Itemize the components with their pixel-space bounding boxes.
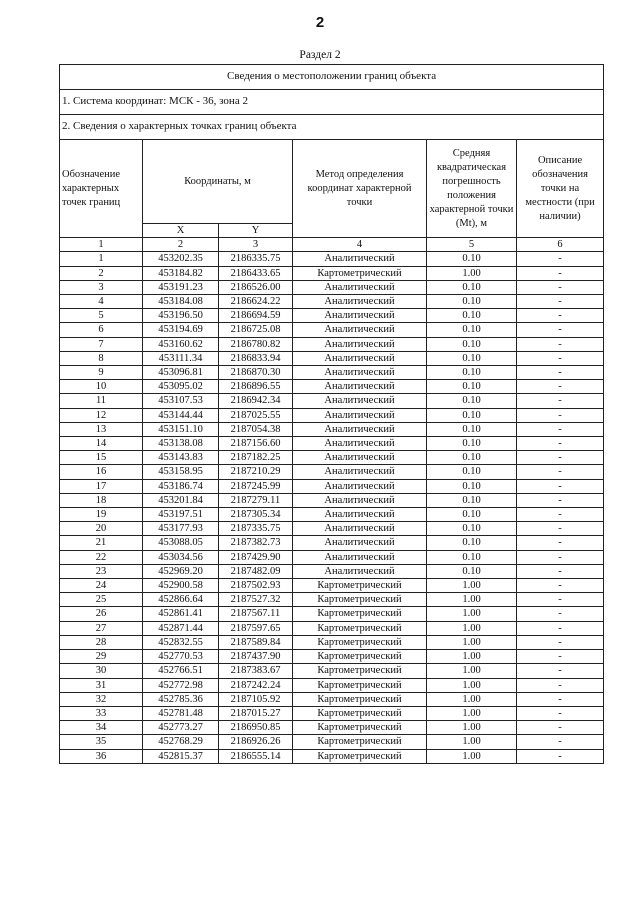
cell-method: Аналитический [293,522,427,536]
table-row [60,650,604,664]
cell-description: - [517,749,604,763]
cell-method: Аналитический [293,479,427,493]
table-row [60,437,604,451]
cell-method: Картометрический [293,579,427,593]
cell-point-number: 32 [60,692,143,706]
cell-description: - [517,579,604,593]
cell-y: 2187502.93 [219,579,293,593]
table-row [60,422,604,436]
cell-y: 2186526.00 [219,280,293,294]
cell-error: 0.10 [427,451,517,465]
cell-y: 2186870.30 [219,366,293,380]
cell-y: 2186950.85 [219,721,293,735]
cell-method: Аналитический [293,295,427,309]
cell-method: Картометрический [293,607,427,621]
cell-error: 1.00 [427,593,517,607]
table-row [60,678,604,692]
cell-point-number: 35 [60,735,143,749]
cell-description: - [517,522,604,536]
cell-x: 453177.93 [143,522,219,536]
cell-description: - [517,635,604,649]
cell-error: 0.10 [427,280,517,294]
column-number: 3 [219,238,293,252]
table-row [60,366,604,380]
cell-error: 1.00 [427,692,517,706]
column-number: 4 [293,238,427,252]
cell-description: - [517,650,604,664]
cell-description: - [517,323,604,337]
cell-x: 453158.95 [143,465,219,479]
column-number: 6 [517,238,604,252]
header-error: Средняя квадратическая погрешность положения характерной точки (Mt), м [427,140,517,238]
cell-method: Аналитический [293,564,427,578]
cell-y: 2186433.65 [219,266,293,280]
cell-x: 453184.82 [143,266,219,280]
cell-x: 452900.58 [143,579,219,593]
cell-x: 453111.34 [143,351,219,365]
cell-description: - [517,550,604,564]
cell-error: 1.00 [427,749,517,763]
table-row [60,508,604,522]
header-x: X [143,224,219,238]
cell-description: - [517,266,604,280]
cell-error: 0.10 [427,295,517,309]
cell-method: Картометрический [293,735,427,749]
table-row [60,252,604,266]
cell-description: - [517,706,604,720]
cell-error: 0.10 [427,408,517,422]
cell-error: 1.00 [427,579,517,593]
cell-point-number: 9 [60,366,143,380]
column-number: 2 [143,238,219,252]
cell-description: - [517,337,604,351]
cell-x: 452785.36 [143,692,219,706]
table-row [60,635,604,649]
table-row [60,493,604,507]
table-row [60,579,604,593]
cell-method: Аналитический [293,366,427,380]
cell-y: 2187482.09 [219,564,293,578]
cell-y: 2186555.14 [219,749,293,763]
cell-x: 453202.35 [143,252,219,266]
cell-method: Картометрический [293,635,427,649]
cell-description: - [517,465,604,479]
cell-method: Аналитический [293,280,427,294]
cell-error: 0.10 [427,536,517,550]
cell-y: 2187279.11 [219,493,293,507]
cell-method: Картометрический [293,678,427,692]
cell-y: 2186926.26 [219,735,293,749]
cell-y: 2187105.92 [219,692,293,706]
cell-method: Аналитический [293,323,427,337]
table-row [60,465,604,479]
cell-x: 453144.44 [143,408,219,422]
cell-error: 0.10 [427,465,517,479]
cell-point-number: 11 [60,394,143,408]
header-method: Метод определения координат характерной точки [293,140,427,238]
table-row [60,266,604,280]
column-number: 1 [60,238,143,252]
cell-y: 2186780.82 [219,337,293,351]
cell-x: 452871.44 [143,621,219,635]
section-title: Раздел 2 [299,49,341,61]
cell-point-number: 24 [60,579,143,593]
cell-y: 2186896.55 [219,380,293,394]
cell-error: 0.10 [427,394,517,408]
cell-point-number: 31 [60,678,143,692]
cell-y: 2187527.32 [219,593,293,607]
cell-error: 0.10 [427,309,517,323]
cell-error: 1.00 [427,607,517,621]
header-coordinates: Координаты, м [143,140,293,224]
cell-x: 453095.02 [143,380,219,394]
cell-method: Картометрический [293,721,427,735]
cell-y: 2187335.75 [219,522,293,536]
cell-description: - [517,437,604,451]
cell-point-number: 3 [60,280,143,294]
cell-error: 0.10 [427,479,517,493]
cell-point-number: 4 [60,295,143,309]
cell-method: Картометрический [293,706,427,720]
table-row [60,323,604,337]
column-number: 5 [427,238,517,252]
cell-description: - [517,678,604,692]
cell-description: - [517,451,604,465]
cell-method: Аналитический [293,337,427,351]
cell-method: Аналитический [293,465,427,479]
cell-method: Аналитический [293,550,427,564]
coordinate-system-row: 1. Система координат: МСК - 36, зона 2 [60,90,604,115]
cell-x: 453194.69 [143,323,219,337]
cell-x: 452773.27 [143,721,219,735]
cell-y: 2187054.38 [219,422,293,436]
table-row [60,735,604,749]
table-row [60,706,604,720]
table-row [60,664,604,678]
table-row [60,593,604,607]
cell-point-number: 21 [60,536,143,550]
cell-description: - [517,607,604,621]
cell-error: 0.10 [427,550,517,564]
cell-method: Аналитический [293,493,427,507]
cell-description: - [517,621,604,635]
cell-point-number: 29 [60,650,143,664]
cell-y: 2187305.34 [219,508,293,522]
cell-method: Картометрический [293,650,427,664]
cell-method: Картометрический [293,664,427,678]
table-row [60,394,604,408]
cell-error: 0.10 [427,508,517,522]
cell-point-number: 5 [60,309,143,323]
cell-method: Картометрический [293,692,427,706]
table-row [60,522,604,536]
cell-x: 453160.62 [143,337,219,351]
cell-error: 1.00 [427,721,517,735]
cell-description: - [517,309,604,323]
cell-y: 2186335.75 [219,252,293,266]
cell-point-number: 12 [60,408,143,422]
cell-y: 2186942.34 [219,394,293,408]
table-row [60,451,604,465]
table-row [60,408,604,422]
cell-description: - [517,564,604,578]
cell-error: 0.10 [427,522,517,536]
cell-description: - [517,295,604,309]
cell-point-number: 26 [60,607,143,621]
table-row [60,692,604,706]
cell-method: Картометрический [293,621,427,635]
cell-x: 452766.51 [143,664,219,678]
cell-description: - [517,380,604,394]
table-title: Сведения о местоположении границ объекта [60,65,604,90]
table-row [60,309,604,323]
cell-y: 2187015.27 [219,706,293,720]
cell-point-number: 13 [60,422,143,436]
cell-y: 2186725.08 [219,323,293,337]
cell-y: 2186833.94 [219,351,293,365]
cell-error: 0.10 [427,437,517,451]
cell-y: 2187245.99 [219,479,293,493]
cell-error: 1.00 [427,650,517,664]
column-number-row [60,238,604,252]
cell-y: 2187182.25 [219,451,293,465]
cell-x: 453197.51 [143,508,219,522]
cell-description: - [517,664,604,678]
cell-description: - [517,721,604,735]
page-number: 2 [315,14,325,31]
cell-y: 2187210.29 [219,465,293,479]
cell-y: 2187567.11 [219,607,293,621]
cell-y: 2186694.59 [219,309,293,323]
cell-description: - [517,479,604,493]
cell-x: 453096.81 [143,366,219,380]
cell-method: Картометрический [293,749,427,763]
cell-x: 453191.23 [143,280,219,294]
cell-x: 453034.56 [143,550,219,564]
cell-method: Картометрический [293,593,427,607]
cell-point-number: 22 [60,550,143,564]
cell-x: 453143.83 [143,451,219,465]
cell-point-number: 30 [60,664,143,678]
cell-description: - [517,394,604,408]
table-row [60,536,604,550]
cell-error: 0.10 [427,422,517,436]
cell-point-number: 2 [60,266,143,280]
cell-y: 2187429.90 [219,550,293,564]
cell-error: 0.10 [427,323,517,337]
cell-x: 452861.41 [143,607,219,621]
cell-y: 2187382.73 [219,536,293,550]
cell-method: Аналитический [293,252,427,266]
table-row [60,721,604,735]
cell-y: 2186624.22 [219,295,293,309]
cell-x: 452832.55 [143,635,219,649]
cell-x: 453184.08 [143,295,219,309]
cell-y: 2187242.24 [219,678,293,692]
cell-point-number: 6 [60,323,143,337]
cell-error: 1.00 [427,635,517,649]
cell-description: - [517,536,604,550]
cell-y: 2187597.65 [219,621,293,635]
cell-description: - [517,280,604,294]
cell-point-number: 16 [60,465,143,479]
cell-error: 1.00 [427,735,517,749]
cell-method: Аналитический [293,536,427,550]
points-subtitle-row: 2. Сведения о характерных точках границ объекта [60,115,604,140]
cell-y: 2187589.84 [219,635,293,649]
cell-method: Аналитический [293,508,427,522]
cell-point-number: 14 [60,437,143,451]
cell-point-number: 34 [60,721,143,735]
cell-point-number: 33 [60,706,143,720]
table-row [60,607,604,621]
cell-point-number: 8 [60,351,143,365]
cell-x: 452770.53 [143,650,219,664]
cell-y: 2187156.60 [219,437,293,451]
table-row [60,295,604,309]
cell-method: Аналитический [293,408,427,422]
header-description: Описание обозначения точки на местности (при наличии) [517,140,604,238]
cell-method: Картометрический [293,266,427,280]
cell-y: 2187383.67 [219,664,293,678]
cell-y: 2187025.55 [219,408,293,422]
table-row [60,351,604,365]
cell-description: - [517,252,604,266]
cell-description: - [517,366,604,380]
table-row [60,749,604,763]
table-row [60,479,604,493]
cell-error: 1.00 [427,706,517,720]
cell-description: - [517,593,604,607]
cell-method: Аналитический [293,309,427,323]
header-point-designation: Обозначение характерных точек границ [60,140,143,238]
cell-x: 453201.84 [143,493,219,507]
table-row [60,621,604,635]
cell-x: 452772.98 [143,678,219,692]
cell-x: 453088.05 [143,536,219,550]
cell-error: 0.10 [427,493,517,507]
cell-point-number: 27 [60,621,143,635]
cell-error: 0.10 [427,564,517,578]
cell-point-number: 36 [60,749,143,763]
boundary-points-table [59,64,604,764]
cell-method: Аналитический [293,437,427,451]
table-row [60,380,604,394]
cell-description: - [517,351,604,365]
cell-error: 0.10 [427,366,517,380]
cell-point-number: 23 [60,564,143,578]
cell-method: Аналитический [293,351,427,365]
cell-error: 1.00 [427,678,517,692]
cell-error: 1.00 [427,621,517,635]
cell-x: 453196.50 [143,309,219,323]
cell-point-number: 1 [60,252,143,266]
cell-description: - [517,692,604,706]
cell-method: Аналитический [293,422,427,436]
cell-point-number: 25 [60,593,143,607]
cell-x: 452768.29 [143,735,219,749]
table-row [60,564,604,578]
table-row [60,337,604,351]
cell-description: - [517,408,604,422]
cell-description: - [517,422,604,436]
cell-point-number: 20 [60,522,143,536]
cell-description: - [517,508,604,522]
cell-x: 452969.20 [143,564,219,578]
cell-error: 1.00 [427,266,517,280]
cell-x: 453186.74 [143,479,219,493]
cell-point-number: 28 [60,635,143,649]
cell-point-number: 15 [60,451,143,465]
cell-x: 453107.53 [143,394,219,408]
cell-point-number: 10 [60,380,143,394]
cell-x: 453138.08 [143,437,219,451]
cell-description: - [517,735,604,749]
cell-point-number: 18 [60,493,143,507]
cell-error: 0.10 [427,252,517,266]
table-row [60,280,604,294]
cell-error: 0.10 [427,351,517,365]
header-y: Y [219,224,293,238]
table-row [60,550,604,564]
cell-method: Аналитический [293,380,427,394]
cell-x: 453151.10 [143,422,219,436]
cell-method: Аналитический [293,451,427,465]
cell-error: 1.00 [427,664,517,678]
cell-method: Аналитический [293,394,427,408]
cell-description: - [517,493,604,507]
cell-x: 452815.37 [143,749,219,763]
cell-y: 2187437.90 [219,650,293,664]
cell-point-number: 19 [60,508,143,522]
cell-error: 0.10 [427,337,517,351]
cell-x: 452781.48 [143,706,219,720]
cell-point-number: 17 [60,479,143,493]
cell-point-number: 7 [60,337,143,351]
cell-error: 0.10 [427,380,517,394]
cell-x: 452866.64 [143,593,219,607]
